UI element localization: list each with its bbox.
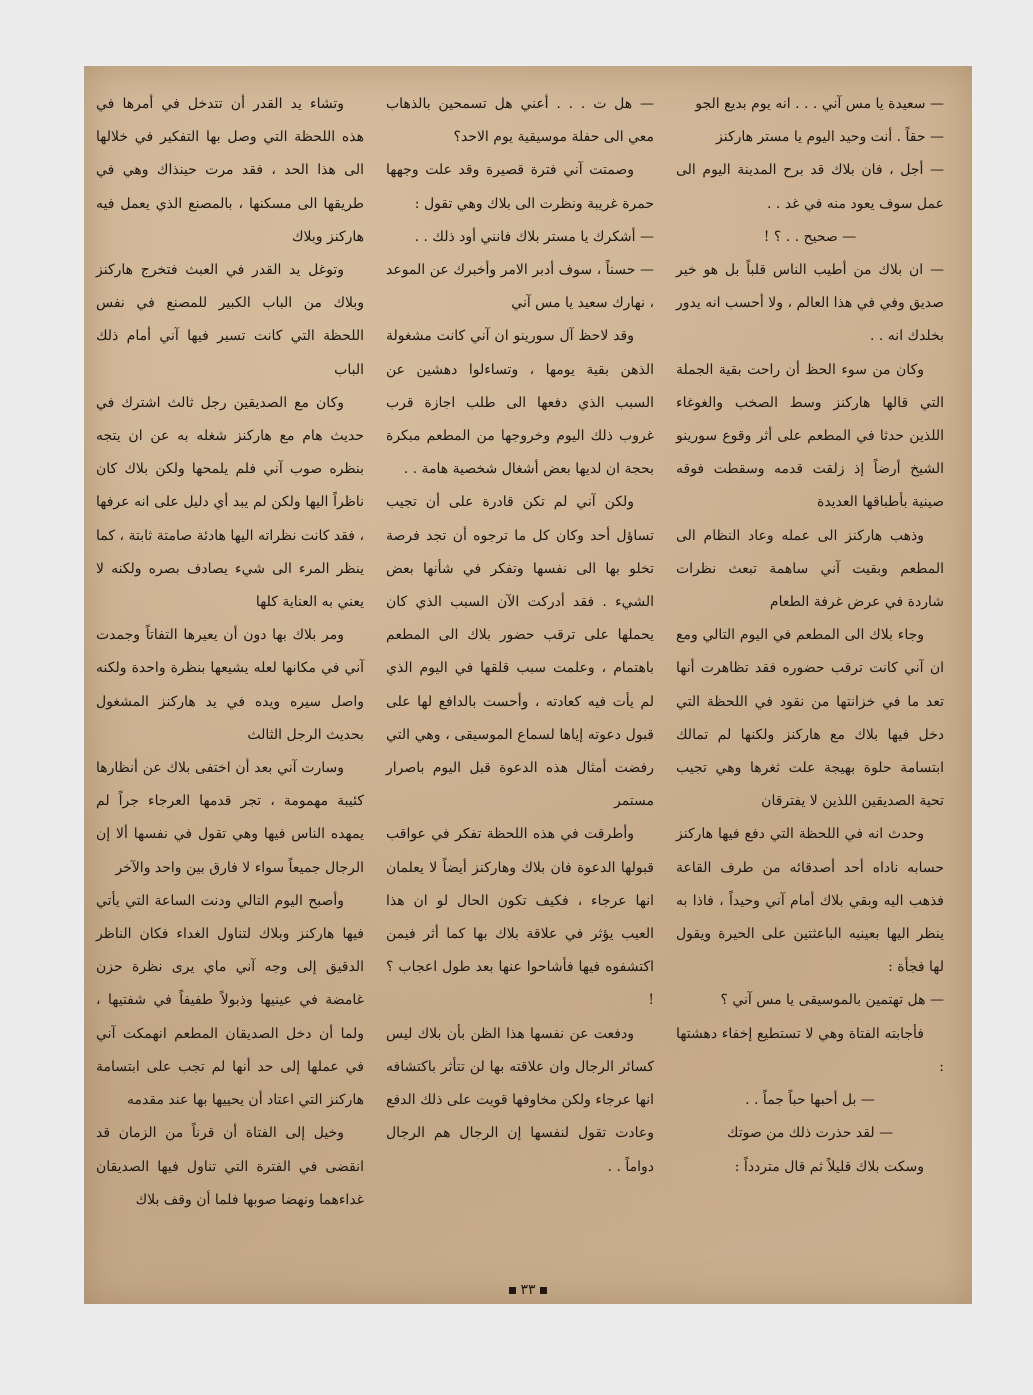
paragraph: وذهب هاركنز الى عمله وعاد النظام الى المطعم وبقيت آني ساهمة تبعث نظرات شاردة في عرض غرفة الطعام <box>676 527 944 611</box>
text-column-middle <box>386 88 654 1184</box>
page-number <box>84 1282 972 1298</box>
paragraph: وخيل إلى الفتاة أن قرناً من الزمان قد انقضى في الفترة التي تناول فيها الصديقان غداءهما ونهضا صوبها فلما أن وقف بلاك <box>96 1125 364 1208</box>
paragraph: وكان من سوء الحظ أن راحت بقية الجملة التي قالها هاركنز وسط الصخب والغوغاء اللذين حدثا في المطعم على أثر وقوع سورينو الشيخ أرضاً إذ زلقت قدمه وسقطت فوقه صينية بأطباقها العديدة <box>676 361 944 511</box>
paragraph: — هل ت . . . أعني هل تسمحين بالذهاب معي الى حفلة موسيقية يوم الاحد؟ <box>386 96 654 146</box>
paragraph: وتشاء يد القدر أن تتدخل في أمرها في هذه اللحظة التي وصل بها التفكير في خلالها الى هذا الحد ، فقد مرت حينذاك وهي في طريقها الى مسكنها ، بالمصنع الذي يعمل فيه هاركنز وبلاك <box>96 96 364 245</box>
paragraph: فأجابته الفتاة وهي لا تستطيع إخفاء دهشتها : <box>676 1025 944 1075</box>
paragraph: — صحيح . . ؟ ! <box>763 228 857 245</box>
paragraph: — بل أحبها حباً جماً . . <box>745 1092 875 1109</box>
paragraph: وأصبح اليوم التالي ودنت الساعة التي يأتي فيها هاركنز وبلاك لتناول الغداء فكان الناظر الدقيق إلى وجه آني ماي يرى نظرة حزن غامضة في عينيها وذبولاً طفيفاً في شفتيها ، ولما أن دخل الصديقان المطعم انهمكت آني في عملها إلى حد أنها لم تجب على ابتسامة هاركنز التي اعتاد أن يحييها بها عند مقدمه <box>96 892 364 1109</box>
text-column-right <box>676 88 944 1184</box>
paragraph: وسارت آني بعد أن اختفى بلاك عن أنظارها كئيبة مهمومة ، تجر قدمها العرجاء جراً لم يمهده الناس فيها وهي تقول في نفسها ألا إن الرجال جميعاً سواء لا فارق بين واحد والآخر <box>96 760 364 876</box>
paragraph: — سعيدة يا مس آني . . . انه يوم بديع الجو <box>695 96 944 112</box>
paragraph: ودفعت عن نفسها هذا الظن بأن بلاك ليس كسائر الرجال وان علاقته بها لن تتأثر باكتشافه انها عرجاء ولكن مخاوفها قويت على ذلك الدفع وعادت تقول لنفسها إن الرجال هم الرجال دواماً . . <box>386 1025 654 1175</box>
magazine-page <box>84 66 972 1304</box>
paragraph: وقد لاحظ آل سورينو ان آني كانت مشغولة الذهن بقية يومها ، وتساءلوا دهشين عن السبب الذي دفعها الى طلب اجازة قرب غروب ذلك اليوم وخروجها من المطعم مبكرة بحجة ان لديها بعض أشغال شخصية هامة . . <box>386 328 654 478</box>
paragraph: — أجل ، فان بلاك قد برح المدينة اليوم الى عمل سوف يعود منه في غد . . <box>676 162 944 212</box>
paragraph: — لقد حذرت ذلك من صوتك <box>726 1125 894 1142</box>
page-number-text: ٣٣ <box>520 1282 536 1298</box>
paragraph: — هل تهتمين بالموسيقى يا مس آني ؟ <box>720 992 944 1009</box>
paragraph: ومر بلاك بها دون أن يعيرها التفاتاً وجمدت آني في مكانها لعله يشيعها بنظرة واحدة ولكنه واصل سيره ويده في يد هاركنز المشغول بحديث الرجل الثالث <box>96 627 364 743</box>
paragraph: وصمتت آني فترة قصيرة وقد علت وجهها حمرة غريبة ونظرت الى بلاك وهي تقول : <box>386 162 654 212</box>
paragraph: ولكن آني لم تكن قادرة على أن تجيب تساؤل أحد وكان كل ما ترجوه أن تجد فرصة تخلو بها الى نفسها وتفكر في شأنها بعض الشيء . فقد أدركت الآن السبب الذي كان يحملها على ترقب حضور بلاك الى المطعم باهتمام ، وعلمت سبب قلقها في اليوم الذي لم يأت فيه كعادته ، وأحست بالدافع لها على قبول دعوته إياها لسماع الموسيقى ، وهي التي رفضت أمثال هذه الدعوة قبل اليوم باصرار مستمر <box>386 494 654 810</box>
paragraph: وأطرقت في هذه اللحظة تفكر في عواقب قبولها الدعوة فان بلاك وهاركنز أيضاً لا يعلمان انها عرجاء ، فكيف تكون الحال لو ان هذا العيب يؤثر في علاقة بلاك بها كما أثر فيمن اكتشفوه فيها فأشاحوا عنها بعد طول اعجاب ؟ ! <box>386 826 654 1009</box>
paragraph: — أشكرك يا مستر بلاك فانني أود ذلك . . <box>414 228 654 245</box>
paragraph: — ان بلاك من أطيب الناس قلباً بل هو خير صديق وفي في هذا العالم ، ولا أحسب انه يدور بخلدك انه . . <box>676 262 944 345</box>
paragraph: وجاء بلاك الى المطعم في اليوم التالي ومع ان آني كانت ترقب حضوره فقد تظاهرت أنها تعد ما في خزانتها من نقود في اللحظة التي دخل فيها بلاك مع هاركنز ولكنها لم تمالك ابتسامة حلوة بهيجة علت ثغرها وهي تجيب تحية الصديقين اللذين لا يفترقان <box>676 627 944 810</box>
text-column-left <box>96 88 364 1217</box>
paragraph: — حقاً . أنت وحيد اليوم يا مستر هاركنز <box>716 129 944 146</box>
paragraph: وتوغل يد القدر في العبث فتخرج هاركنز وبلاك من الباب الكبير للمصنع في نفس اللحظة التي كانت تسير فيها آني أمام ذلك الباب <box>96 262 364 378</box>
folio-square-icon <box>509 1287 516 1294</box>
paragraph: وحدث انه في اللحظة التي دفع فيها هاركنز حسابه ناداه أحد أصدقائه من طرف القاعة فذهب اليه وبقي بلاك أمام آني وحيداً ، فاذا به ينظر اليها بعينيه الباعثتين على الحيرة ويقول لها فجأة : <box>676 826 944 976</box>
paragraph: وسكت بلاك قليلاً ثم قال متردداً : <box>734 1158 924 1175</box>
folio-square-icon <box>540 1287 547 1294</box>
paragraph: وكان مع الصديقين رجل ثالث اشترك في حديث هام مع هاركنز شغله به عن ان يتجه بنظره صوب آني فلم يلمحها ولكن بلاك كان ناظراً اليها ولكن لم يبد أي دليل على انه عرفها ، فقد كانت نظراته اليها هادئة صامتة ثابتة ، كما ينظر المرء الى شيء يصادف بصره ولكنه لا يعني به العناية كلها <box>96 394 364 611</box>
paragraph: — حسناً ، سوف أدبر الامر وأخبرك عن الموعد ، نهارك سعيد يا مس آني <box>386 262 654 312</box>
